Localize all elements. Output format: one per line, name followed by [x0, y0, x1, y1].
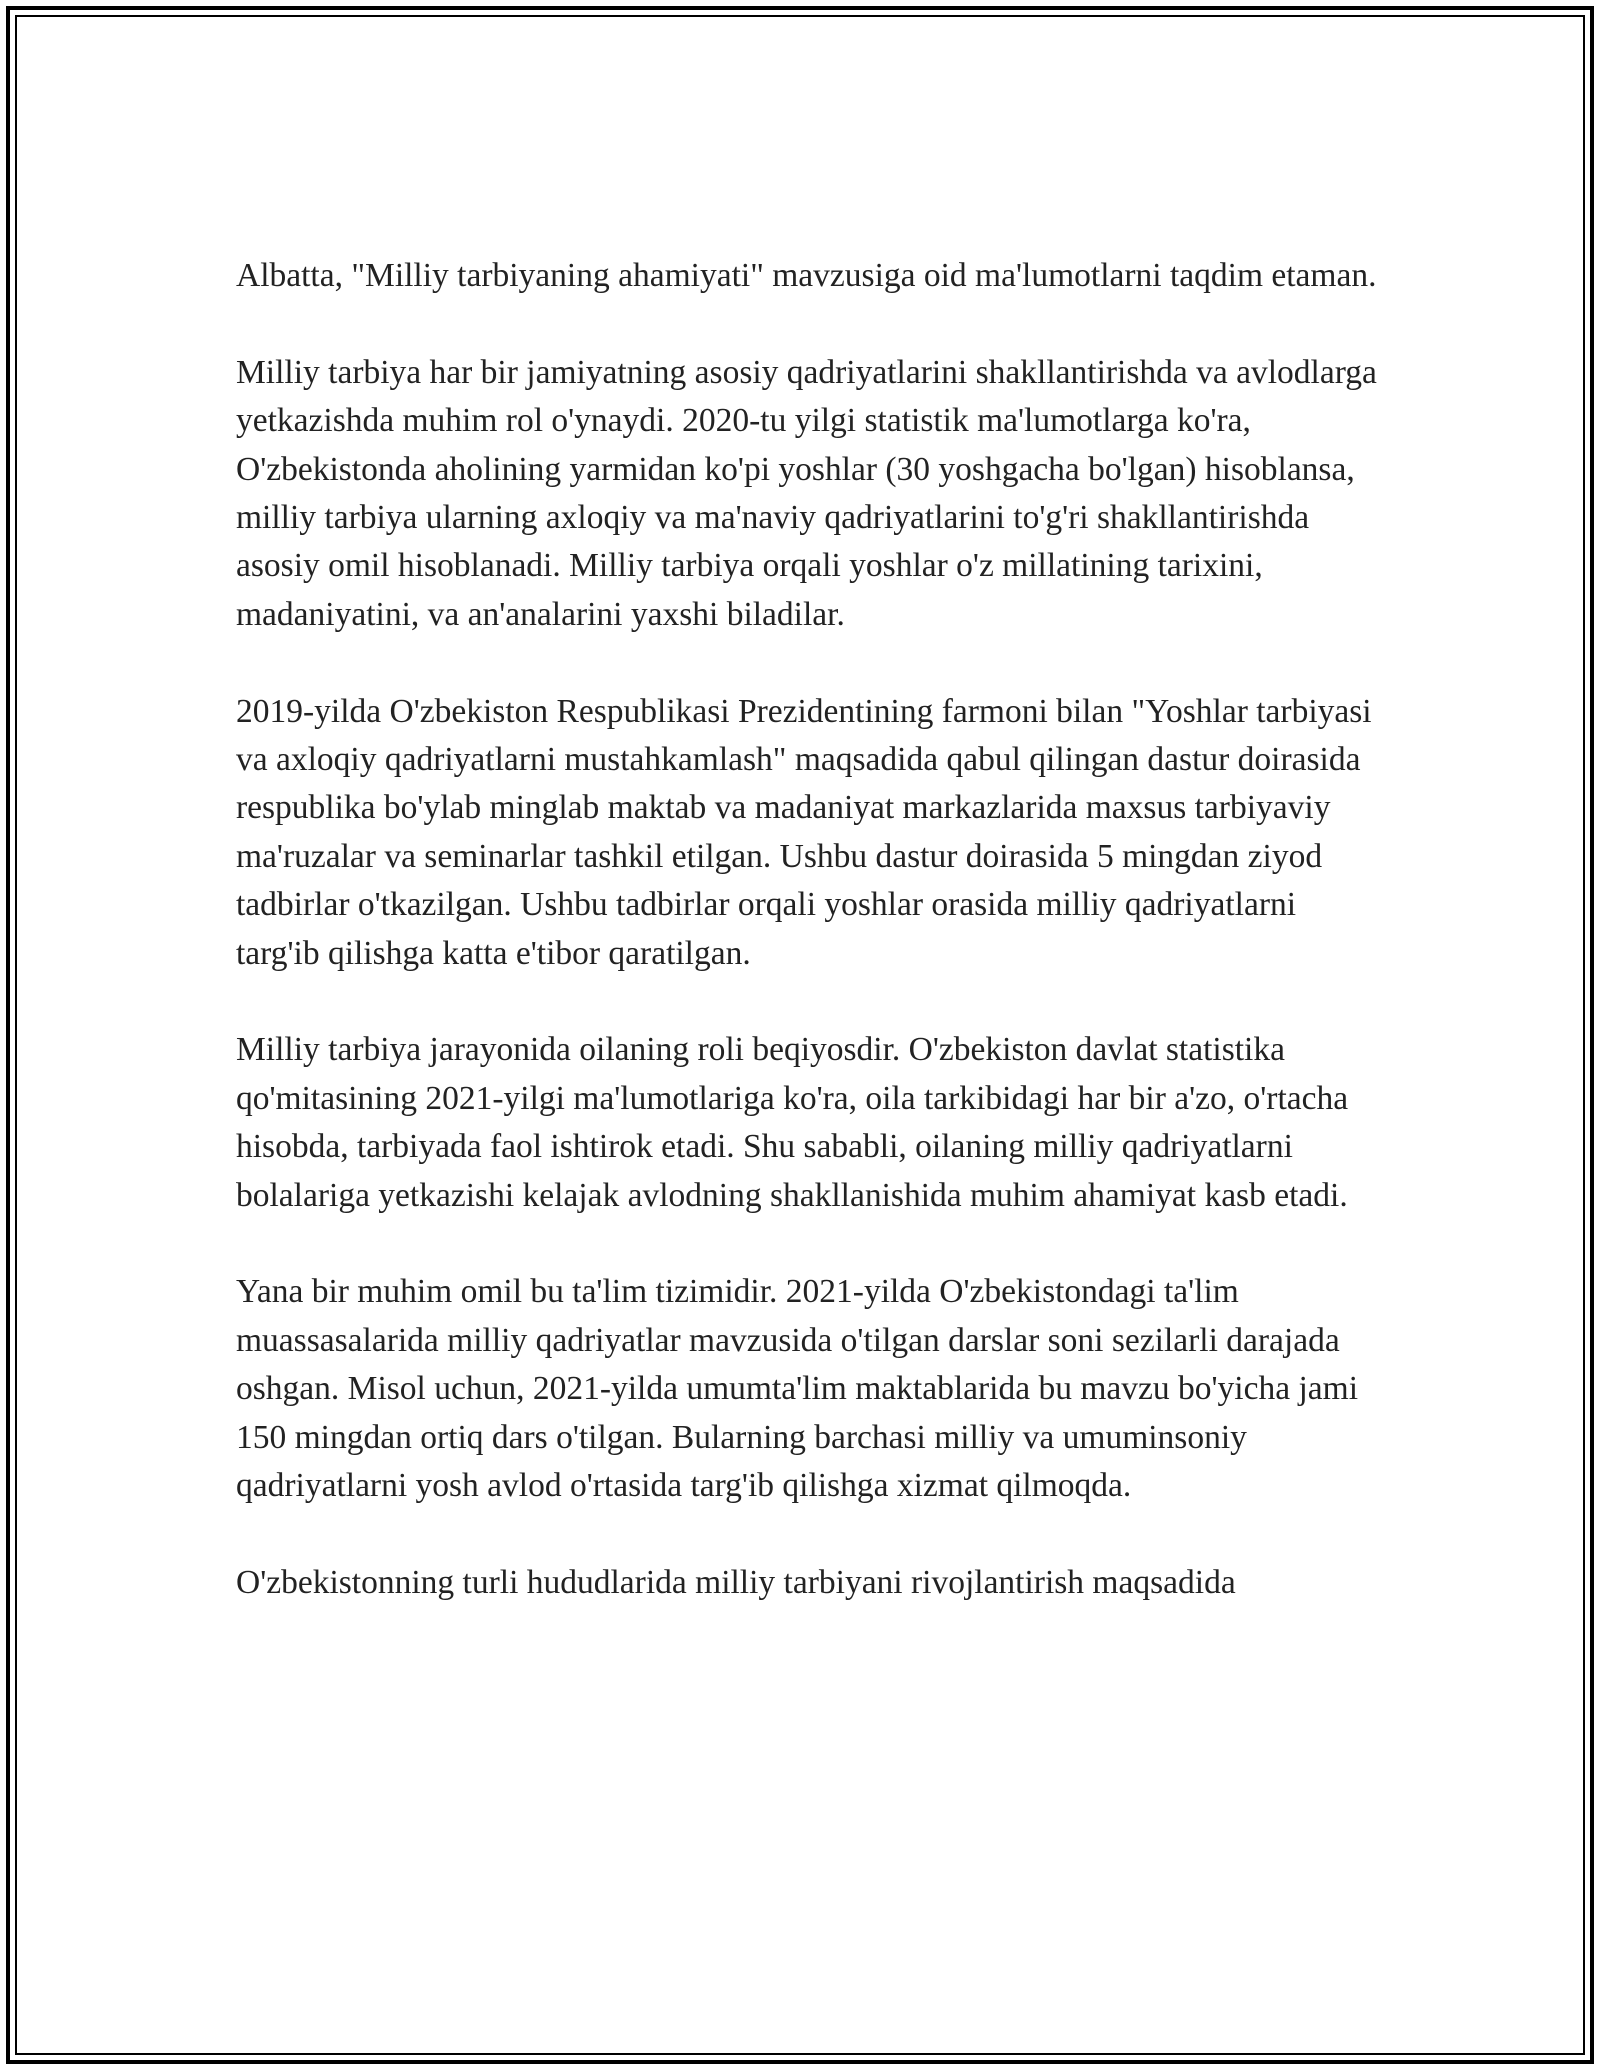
paragraph-family-role: Milliy tarbiya jarayonida oilaning roli beqiyosdir. O'zbekiston davlat statistika qo'mitasining 2021-yilgi ma'lumotlariga ko'ra, oila tarkibidagi har bir a'zo, o'rtacha hisobda, tarbiyada faol ishtirok etadi. Shu sababli, oilaning milliy qadriyatlarni bolalariga yetkazishi kelajak avlodning shakllanishida muhim ahamiyat kasb etadi. — [236, 1031, 1349, 1214]
paragraph-role-of-national-upbringing: Milliy tarbiya har bir jamiyatning asosiy qadriyatlarini shakllantirishda va avlodlarga yetkazishda muhim rol o'ynaydi. 2020-tu yilgi statistik ma'lumotlarga ko'ra, O'zbekistonda aholining yarmidan ko'pi yoshlar (30 yoshgacha bo'lgan) hisoblansa, milliy tarbiya ularning axloqiy va ma'naviy qadriyatlarini to'g'ri shakllantirishda asosiy omil hisoblanadi. Milliy tarbiya orqali yoshlar o'z millatining tarixini, madaniyatini, va an'analarini yaxshi biladilar. — [236, 353, 1377, 633]
paragraph-intro: Albatta, "Milliy tarbiyaning ahamiyati" mavzusiga oid ma'lumotlarni taqdim etaman. — [236, 257, 1377, 294]
paragraph-regions: O'zbekistonning turli hududlarida milliy tarbiyani rivojlantirish maqsadida — [236, 1563, 1236, 1601]
document-body — [236, 252, 1386, 1607]
paragraph-2019-decree: 2019-yilda O'zbekiston Respublikasi Prezidentining farmoni bilan "Yoshlar tarbiyasi va axloqiy qadriyatlarni mustahkamlash" maqsadida qabul qilingan dastur doirasida respublika bo'ylab minglab maktab va madaniyat markazlarida maxsus tarbiyaviy ma'ruzalar va seminarlar tashkil etilgan. Ushbu dastur doirasida 5 mingdan ziyod tadbirlar o'tkazilgan. Ushbu tadbirlar orqali yoshlar orasida milliy qadriyatlarni targ'ib qilishga katta e'tibor qaratilgan. — [236, 692, 1372, 972]
paragraph-education-system: Yana bir muhim omil bu ta'lim tizimidir. 2021-yilda O'zbekistondagi ta'lim muassasalarida milliy qadriyatlar mavzusida o'tilgan darslar soni sezilarli darajada oshgan. Misol uchun, 2021-yilda umumta'lim maktablarida bu mavzu bo'yicha jami 150 mingdan ortiq dars o'tilgan. Bularning barchasi milliy va umuminsoniy qadriyatlarni yosh avlod o'rtasida targ'ib qilishga xizmat qilmoqda. — [236, 1273, 1359, 1505]
